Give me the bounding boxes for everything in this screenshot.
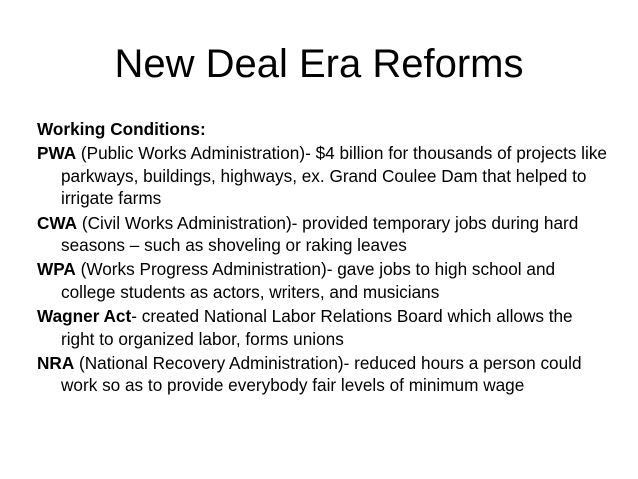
slide-body <box>37 118 607 399</box>
reform-item-pwa <box>37 142 607 209</box>
reform-description: (National Recovery Administration)- reduced hours a person could work so as to provide everybody fair levels of minimum wage <box>61 353 582 396</box>
reform-item-nra <box>37 352 607 397</box>
reform-name: WPA <box>37 259 76 280</box>
reform-description: (Public Works Administration)- $4 billion for thousands of projects like parkways, buildings, highways, ex. Grand Coulee Dam that helped to irrigate farms <box>61 143 607 209</box>
reform-name: Wagner Act <box>37 306 132 327</box>
reform-name: PWA <box>37 143 77 164</box>
slide-title: New Deal Era Reforms <box>114 42 524 86</box>
reform-description: (Works Progress Administration)- gave jobs to high school and college students as actors, writers, and musicians <box>61 259 556 302</box>
reform-item-wagner-act <box>37 305 607 350</box>
reform-description: (Civil Works Administration)- provided temporary jobs during hard seasons – such as shoveling or raking leaves <box>61 212 579 256</box>
reform-item-wpa <box>37 258 607 303</box>
reform-name: NRA <box>37 353 75 374</box>
reform-description: - created National Labor Relations Board which allows the right to organized labor, forms unions <box>61 306 573 349</box>
reform-name: CWA <box>37 212 78 233</box>
section-heading: Working Conditions: <box>37 119 206 139</box>
reform-item-cwa <box>37 212 607 257</box>
